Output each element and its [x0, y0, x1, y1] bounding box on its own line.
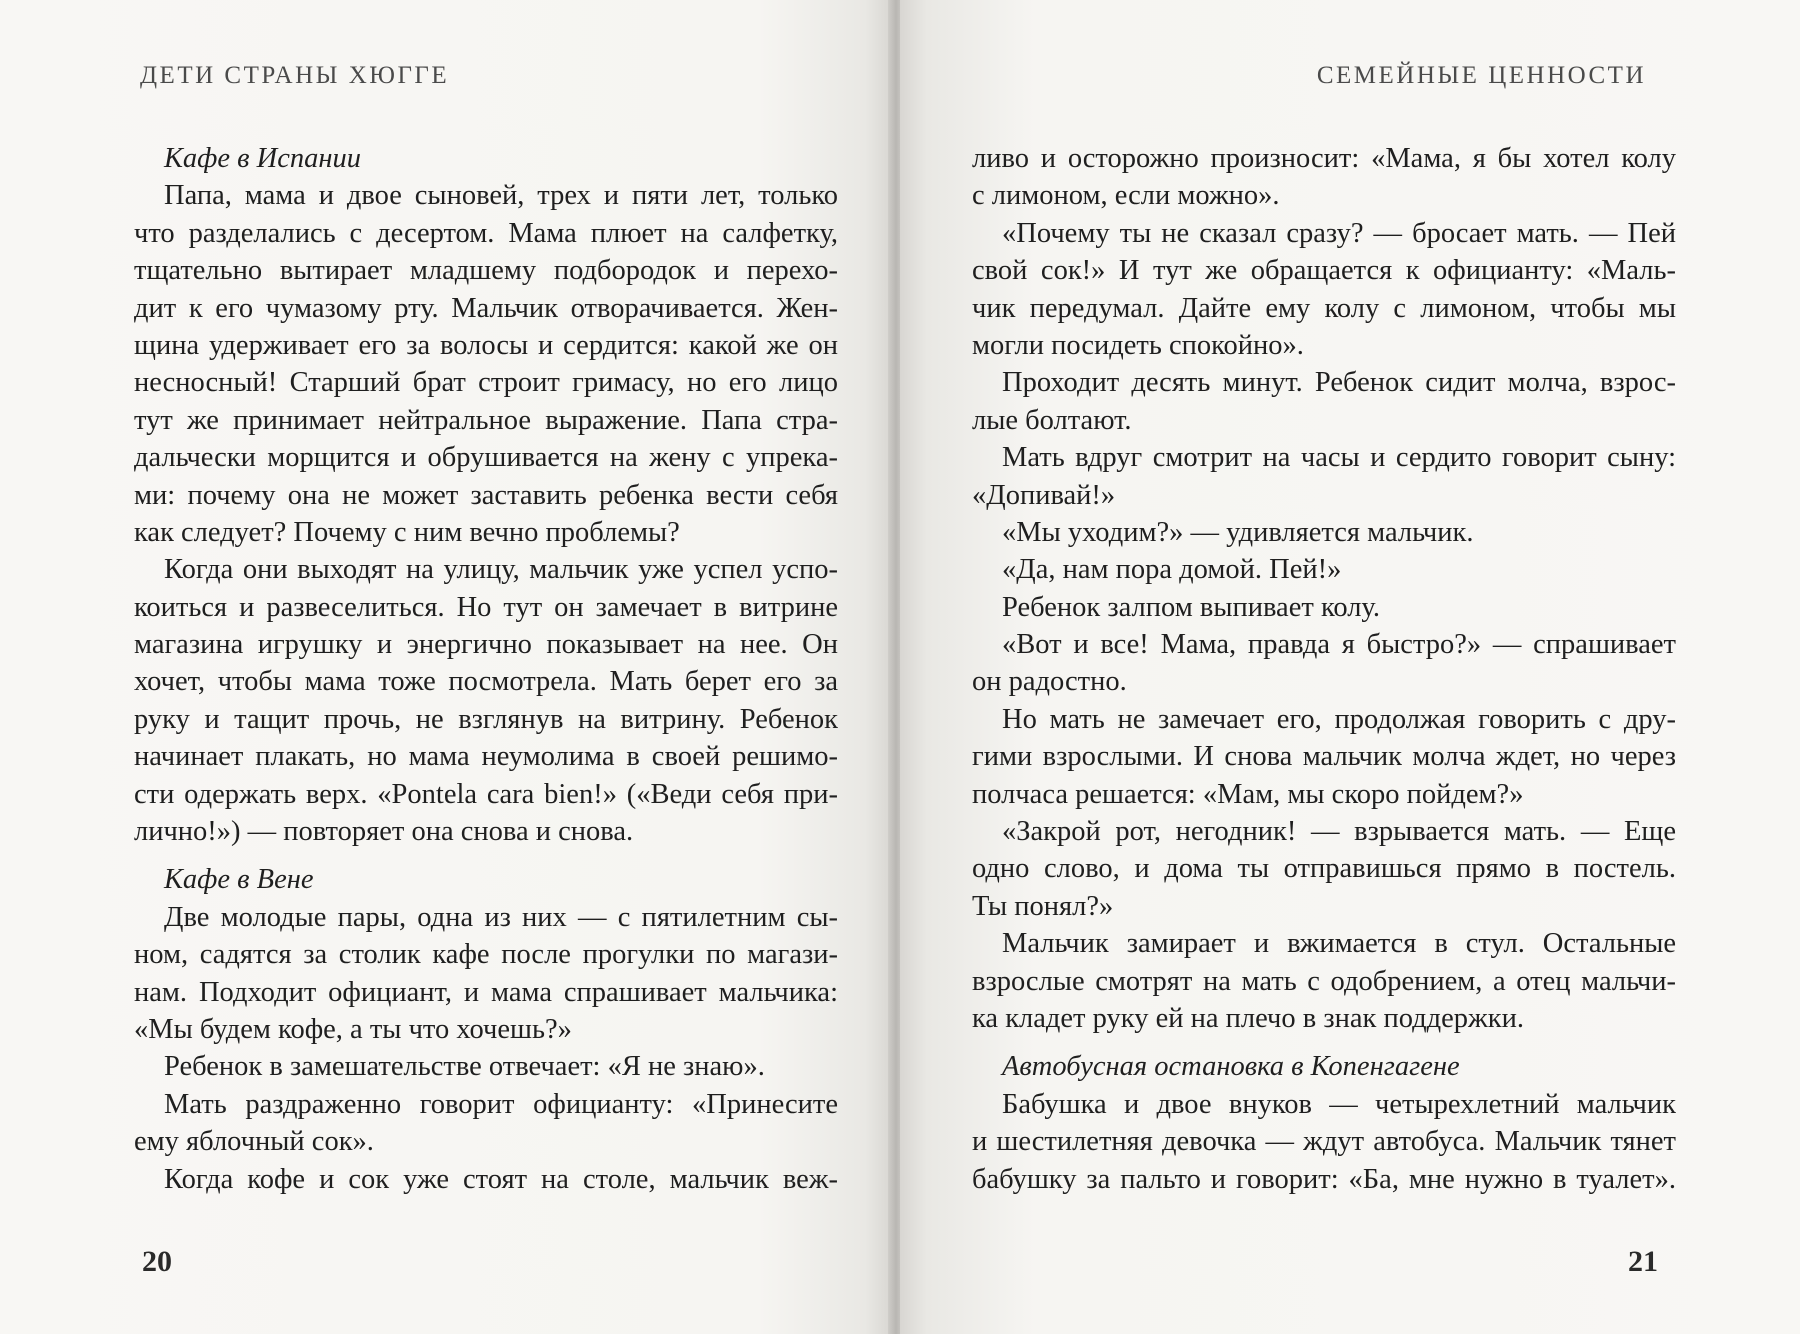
text-line: нам. Подходит официант, и мама спрашивает мальчика:: [134, 976, 838, 1008]
left-page: [0, 0, 892, 1334]
text-line: гими взрослыми. И снова мальчик молча ждет, но через: [972, 741, 1676, 773]
text-line: как следует? Почему с ним вечно проблемы?: [134, 516, 680, 548]
text-line: ном, садятся за столик кафе после прогулки по магази-: [134, 939, 838, 971]
text-line: могли посидеть спокойно».: [972, 329, 1304, 361]
text-line: Но мать не замечает его, продолжая говорить с дру-: [1002, 703, 1676, 735]
text-line: Проходит десять минут. Ребенок сидит молча, взрос-: [1002, 367, 1676, 399]
text-line: ливо и осторожно произносит: «Мама, я бы хотел колу: [972, 143, 1676, 174]
section-subheading: Кафе в Испании: [164, 143, 362, 174]
text-line: начинает плакать, но мама неумолима в своей решимо-: [134, 741, 838, 773]
section-subheading: Кафе в Вене: [164, 864, 314, 896]
text-line: Папа, мама и двое сыновей, трех и пяти лет, только: [164, 180, 838, 212]
text-line: ми: почему она не может заставить ребенка вести себя: [134, 479, 838, 511]
text-line: Две молодые пары, одна из них — с пятилетним сы-: [164, 901, 838, 933]
text-line: Мальчик замирает и вжимается в стул. Остальные: [1002, 928, 1676, 960]
text-line: лые болтают.: [972, 404, 1132, 436]
text-line: Когда они выходят на улицу, мальчик уже успел успо-: [164, 554, 838, 586]
text-line: Мать вдруг смотрит на часы и сердито говорит сыну:: [1002, 442, 1676, 474]
text-line: сти одержать верх. «Pontela cara bien!» («Веди себя при-: [134, 778, 838, 810]
text-line: ему яблочный сок».: [134, 1126, 374, 1158]
text-line: «Допивай!»: [972, 479, 1116, 511]
text-line: Бабушка и двое внуков — четырехлетний мальчик: [1002, 1088, 1676, 1120]
text-line: «Да, нам пора домой. Пей!»: [1002, 554, 1342, 586]
text-line: «Почему ты не сказал сразу? — бросает мать. — Пей: [1002, 217, 1676, 249]
page-number-left: 20: [142, 1245, 172, 1278]
text-line: тут же принимает нейтральное выражение. Папа стра-: [134, 404, 838, 436]
text-line: Мать раздраженно говорит официанту: «Принесите: [164, 1088, 838, 1120]
text-line: одно слово, и дома ты отправишься прямо в постель.: [972, 853, 1676, 885]
text-line: дит к его чумазому рту. Мальчик отворачивается. Жен-: [134, 292, 838, 324]
text-line: «Закрой рот, негодник! — взрывается мать. — Еще: [1002, 816, 1676, 848]
page-number-right: 21: [1628, 1245, 1658, 1278]
text-line: с лимоном, если можно».: [972, 180, 1280, 212]
text-line: Ребенок в замешательстве отвечает: «Я не знаю».: [164, 1051, 765, 1083]
section-subheading: Автобусная остановка в Копенгагене: [1002, 1051, 1460, 1083]
text-line: «Мы уходим?» — удивляется мальчик.: [1002, 516, 1474, 548]
text-line: и шестилетняя девочка — ждут автобуса. Мальчик тянет: [972, 1126, 1676, 1158]
text-line: что разделались с десертом. Мама плюет на салфетку,: [134, 217, 838, 249]
text-line: Когда кофе и сок уже стоят на столе, мальчик веж-: [164, 1163, 838, 1195]
text-line: лично!») — повторяет она снова и снова.: [134, 816, 634, 848]
text-line: свой сок!» И тут же обращается к официанту: «Маль-: [972, 255, 1676, 287]
text-line: он радостно.: [972, 666, 1127, 698]
text-line: магазина игрушку и энергично показывает на нее. Он: [134, 629, 838, 661]
text-line: «Мы будем кофе, а ты что хочешь?»: [134, 1013, 572, 1045]
text-line: Ты понял?»: [972, 890, 1114, 922]
text-line: тщательно вытирает младшему подбородок и перехо-: [134, 255, 838, 287]
text-line: взрослые смотрят на мать с одобрением, а отец мальчи-: [972, 965, 1676, 997]
running-head-left: ДЕТИ СТРАНЫ ХЮГГЕ: [140, 62, 450, 89]
text-line: полчаса решается: «Мам, мы скоро пойдем?»: [972, 778, 1524, 810]
running-head-right: СЕМЕЙНЫЕ ЦЕННОСТИ: [1316, 62, 1646, 89]
text-line: коиться и развеселиться. Но тут он замечает в витрине: [134, 591, 838, 623]
text-line: руку и тащит прочь, не взглянув на витрину. Ребенок: [134, 703, 838, 735]
text-line: чик передумал. Дайте ему колу с лимоном, чтобы мы: [972, 292, 1676, 324]
text-line: «Вот и все! Мама, правда я быстро?» — спрашивает: [1002, 629, 1676, 661]
text-line: несносный! Старший брат строит гримасу, но его лицо: [134, 367, 838, 399]
text-line: щина удерживает его за волосы и сердится: какой же он: [134, 329, 838, 361]
right-page: [900, 0, 1800, 1334]
text-line: бабушку за пальто и говорит: «Ба, мне нужно в туалет».: [972, 1163, 1676, 1195]
text-line: ка кладет руку ей на плечо в знак поддержки.: [972, 1002, 1524, 1034]
text-line: дальчески морщится и обрушивается на жену с упрека-: [134, 442, 838, 474]
text-line: Ребенок залпом выпивает колу.: [1002, 591, 1380, 623]
text-line: хочет, чтобы мама тоже посмотрела. Мать берет его за: [134, 666, 838, 698]
right-page-text: [972, 140, 1676, 1198]
left-page-text: [134, 140, 838, 1198]
